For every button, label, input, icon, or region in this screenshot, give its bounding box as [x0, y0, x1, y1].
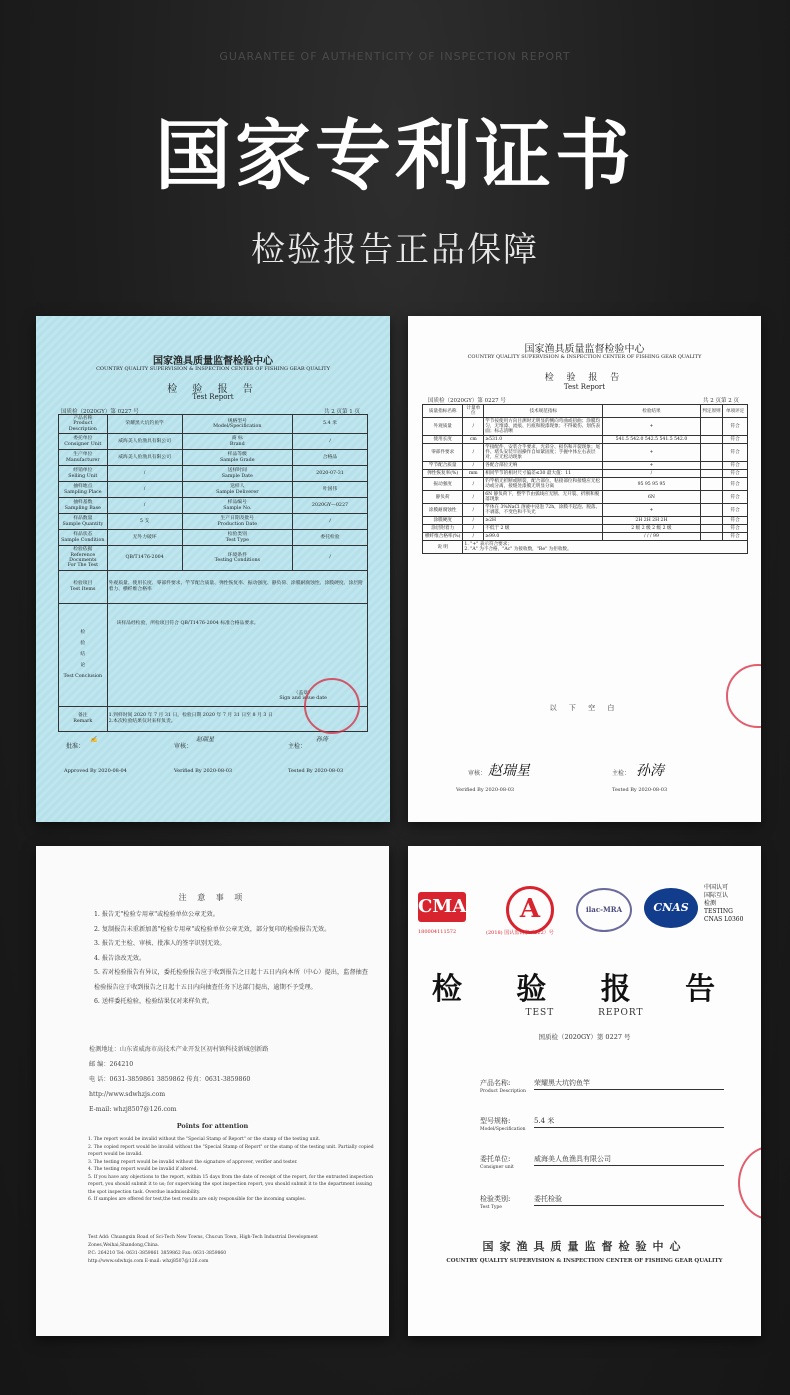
doc2-page-no: 共 2 页第 2 页 [703, 398, 739, 404]
doc2-note-row [423, 541, 748, 554]
doc1-table-cell: 荣耀黑大坑钓鱼竿 [107, 415, 182, 434]
doc1-conclusion-value: 该样品经检验，所检项目符合 QB/T1476-2004 标准合格品要求。 [116, 620, 259, 626]
doc1-table-cell: 合格品 [293, 450, 368, 466]
doc2-table-cell: 符合 [723, 470, 748, 478]
doc2-org-en: COUNTRY QUALITY SUPERVISION & INSPECTION CENTER OF FISHING GEAR QUALITY [467, 354, 702, 360]
doc1-table-cell: 样品状态 Sample Condition [59, 530, 108, 546]
address-line: 邮 编：264210 [89, 1061, 134, 1068]
doc1-items-label: 检验项目 Test Items [59, 570, 108, 603]
doc1-table-cell: 规格型号 Model/Specification [182, 415, 292, 434]
doc3-en-list [88, 1136, 378, 1204]
doc4-report-no: 国质检（2020GY）第 0227 号 [538, 1033, 631, 1041]
doc1-table-cell: 环境条件 Testing Conditions [182, 546, 292, 571]
doc1-table-cell: / [293, 546, 368, 571]
doc1-table-cell: 送样人 Sample Deliverer [182, 482, 292, 498]
doc2-table-cell: / [463, 478, 484, 491]
doc1-table-cell: 生产单位 Manufacturer [59, 450, 108, 466]
notice-item: 1. 报告无"检验专用章"或检验单位公章无效。 [94, 911, 219, 918]
doc2-verified-date: Verified By 2020-08-03 [456, 787, 515, 793]
doc3-notice-list [94, 908, 374, 1010]
doc2-table-row [423, 418, 748, 436]
doc2-table-cell: ≥99.0 [484, 533, 603, 541]
doc2-table-cell: / [463, 462, 484, 470]
doc1-table-cell: / [107, 482, 182, 498]
doc1-table-cell: / [293, 514, 368, 530]
doc1-table-cell: 委托检验 [293, 530, 368, 546]
notice-item: 6. 送样委托检验，检验结果仅对来样负责。 [94, 998, 214, 1005]
doc1-table-cell: 检验类别 Test Type [182, 530, 292, 546]
address-line-en: http://www.sdwhzjs.com E-mail: whzj8507@126.com [88, 1259, 209, 1264]
doc2-results-table [422, 404, 748, 554]
doc4-org-en: COUNTRY QUALITY SUPERVISION & INSPECTION CENTER OF FISHING GEAR QUALITY [446, 1258, 723, 1264]
doc2-table-cell [700, 478, 723, 491]
doc1-table-cell: 2020GY—0227 [293, 498, 368, 514]
doc2-title-cn: 检 验 报 告 [544, 373, 625, 383]
doc2-table-cell [700, 491, 723, 504]
page-title: 国家专利证书 [155, 111, 635, 200]
doc2-head-cell: 质量指标名称 [423, 405, 463, 418]
address-line: http://www.sdwhzjs.com [89, 1091, 166, 1098]
doc2-table-cell: 符合 [723, 517, 748, 525]
doc1-table-cell: 产品名称 Product Description [59, 415, 108, 434]
notice-item-en: 2. The copied report would be invalid without the "Special Stamp of Report" or the stamp of the testing unit. Partially copied report would be invalid. [88, 1144, 374, 1157]
doc2-table-row [423, 533, 748, 541]
doc1-table-cell: 样品编号 Sample No. [182, 498, 292, 514]
doc2-table-cell [700, 517, 723, 525]
doc4-field-label: 产品名称: Product Description [480, 1079, 526, 1094]
notice-item-en: 1. The report would be invalid without the "Special Stamp of Report" or the stamp of the testing unit. [88, 1137, 321, 1142]
doc2-table-cell: 符合 [723, 491, 748, 504]
address-line-en: P.C: 264210 Tel: 0631-3859861 3859862 Fax: 0631-3859860 [88, 1251, 227, 1256]
doc1-approved-signature: ✍ [90, 736, 98, 743]
doc2-table-cell: 95 95 95 95 [603, 478, 700, 491]
doc2-header-row [423, 405, 748, 418]
doc1-table-row [59, 498, 368, 514]
doc1-table-row [59, 434, 368, 450]
doc2-head-cell: 计量单位 [463, 405, 484, 418]
doc2-table-cell: 符合 [723, 533, 748, 541]
doc2-table-cell [700, 504, 723, 517]
doc2-note-value: 1. "+" 表示符合要求； 2. "A" 为不合格，"Ac" 为接收数，"Re" 为拒收数。 [463, 541, 748, 554]
doc1-title-en: Test Report [192, 393, 234, 401]
doc2-table-cell: + [603, 504, 700, 517]
doc2-table-cell: 钓竿梢无折断或断裂，配合部位、粘接部位和接缝应无松动或分离，接缝处漆膜无明显分离 [484, 478, 603, 491]
doc2-tested-label: 主检： [612, 770, 631, 777]
doc4-field-label: 型号规格: Model/Specification [480, 1117, 526, 1132]
doc2-table-cell: 相同竿节的相对尺寸偏差≤30 最大值：11 [484, 470, 603, 478]
doc2-table-row [423, 491, 748, 504]
doc2-table-cell: / [463, 418, 484, 436]
doc2-table-cell: 使用长度 [423, 436, 463, 444]
doc1-table-cell: 抽样基数 Sampling Base [59, 498, 108, 514]
doc2-table-cell: cm [463, 436, 484, 444]
doc2-org-cn: 国家渔具质量监督检验中心 [524, 344, 645, 355]
doc1-table-cell: 样品等级 Sample Grade [182, 450, 292, 466]
doc2-table-cell [700, 525, 723, 533]
doc2-table-cell: 竿节配合质量 [423, 462, 463, 470]
doc1-title-cn: 检 验 报 告 [167, 384, 259, 395]
address-line-en: Test Add: Chuangxin Road of Sci-Tech New Towns, Chucun Town, High-Tech Industrial Development Zones,Weihai,Shandong,China. [88, 1235, 318, 1248]
doc4-field-label-en: Consigner unit [480, 1165, 514, 1170]
doc2-head-cell: 检验结果 [603, 405, 700, 418]
doc2-table-cell: / [463, 517, 484, 525]
doc1-table-row [59, 546, 368, 571]
doc2-table-cell: 不低于 2 级 [484, 525, 603, 533]
doc2-table-row [423, 478, 748, 491]
doc1-table-cell: / [293, 434, 368, 450]
doc2-table-cell: 6N [603, 491, 700, 504]
doc2-note-label: 说 明 [423, 541, 463, 554]
doc2-table-cell: ≥531.0 [484, 436, 603, 444]
doc1-items-row [59, 570, 368, 603]
doc2-table-cell: 符合 [723, 478, 748, 491]
cma-logo: CMA [418, 892, 466, 922]
cma-number: 180004111572 [418, 929, 457, 935]
doc1-approved-label: 批准： [66, 743, 85, 750]
caa-logo-icon: A [506, 886, 554, 934]
doc1-tested-date: Tested By 2020-08-03 [288, 768, 344, 774]
doc2-blank-note: 以 下 空 白 [549, 704, 620, 712]
doc1-table-row [59, 482, 368, 498]
doc1-table-cell: 2020-07-31 [293, 466, 368, 482]
doc4-field-value: 委托检验 [534, 1194, 724, 1206]
address-line: 检测地址：山东省威海市高技术产业开发区初村镇科技新城创新路 [89, 1046, 269, 1053]
doc1-approved-date: Approved By 2020-08-04 [64, 768, 127, 774]
doc1-table-cell: 威海美人鱼渔具有限公司 [107, 434, 182, 450]
doc2-table-cell [700, 533, 723, 541]
notice-page [36, 846, 389, 1336]
doc1-seal-caption: （盖章） Sign and issue date [279, 691, 327, 702]
doc1-report-no: 国质检（2020GY）第 0227 号 [61, 409, 139, 415]
doc2-table-cell: 外观质量 [423, 418, 463, 436]
doc4-field-label: 检验类别: Test Type [480, 1195, 511, 1210]
doc2-table-cell: 竿体在 3%NaCl 溶液中浸泡 72h，涂膜不起泡、脱落、不剥落，不变色和不失光 [484, 504, 603, 517]
doc4-field-value: 5.4 米 [534, 1116, 724, 1128]
doc4-field-label-en: Model/Specification [480, 1127, 526, 1132]
doc2-table-cell: 弹性恢复率(%) [423, 470, 463, 478]
doc1-table-cell: 无外力破坏 [107, 530, 182, 546]
notice-item: 4. 报告涂改无效。 [94, 954, 146, 962]
doc2-table-row [423, 504, 748, 517]
doc2-table-cell: / [603, 470, 700, 478]
doc4-field-label-en: Test Type [480, 1205, 502, 1210]
doc2-table-cell: 静负荷 [423, 491, 463, 504]
page-subtitle: 检验报告正品保障 [251, 230, 539, 270]
doc1-table-row [59, 450, 368, 466]
doc2-table-cell: 竿接配件，安装合乎要求，光彩分、损伤和开裂现象；尾件、堵头安装牢固操作自如紧固度；手握中体左右表层对，应无松动现象 [484, 444, 603, 462]
doc1-table-cell: 叶国伟 [293, 482, 368, 498]
doc2-table-cell [700, 444, 723, 462]
doc2-table-cell [700, 462, 723, 470]
doc1-table-cell: 5.4 米 [293, 415, 368, 434]
doc2-table-cell: 零部件要求 [423, 444, 463, 462]
doc2-title-en: Test Report [563, 383, 606, 391]
doc2-table-cell: / [463, 504, 484, 517]
doc1-org-cn: 国家渔具质量监督检验中心 [153, 356, 273, 367]
notice-item: 2. 复制报告未重新加盖"检验专用章"或检验单位公章无效，部分复印的检验报告无效。 [94, 925, 331, 933]
doc1-table-cell: 生产日期及批号 Production Date [182, 514, 292, 530]
caa-number: (2018) 国认监认字（222）号 [486, 930, 554, 936]
doc2-table-row [423, 436, 748, 444]
doc2-table-cell [700, 436, 723, 444]
doc2-table-cell: 各配合部位无响 [484, 462, 603, 470]
doc1-verified-date: Verified By 2020-08-03 [174, 768, 233, 774]
cnas-accreditation-text: 中国认可 国际互认 检测 TESTING CNAS L0360 [704, 884, 744, 923]
doc2-table-cell: 振动强度 [423, 478, 463, 491]
doc2-table-cell: 涂层附着力 [423, 525, 463, 533]
doc3-en-heading: Points for attention [176, 1122, 249, 1130]
address-line: E-mail: whzj8507@126.com [89, 1106, 177, 1113]
doc2-table-row [423, 517, 748, 525]
doc1-remark-value: 1.到样时间 2020 年 7 月 31 日，检验日期 2020 年 7 月 31 日至 8 月 3 日 2.本次检验结果仅对来样负责。 [107, 706, 367, 731]
doc2-table-cell: + [603, 444, 700, 462]
doc2-table-cell: 符合 [723, 462, 748, 470]
doc2-table-row [423, 462, 748, 470]
doc2-tested-signature: 孙涛 [636, 763, 664, 779]
doc2-verified-label: 审核： [468, 770, 487, 777]
doc2-tested-date: Tested By 2020-08-03 [612, 787, 668, 793]
doc1-remark-label: 备注 Remark [59, 706, 108, 731]
doc4-org-cn: 国家渔具质量监督检验中心 [482, 1240, 687, 1253]
doc4-field-value: 威海美人鱼渔具有限公司 [534, 1154, 724, 1166]
doc2-table-cell: / [463, 525, 484, 533]
doc2-table-cell: 2 级 2 级 2 级 2 级 [603, 525, 700, 533]
doc1-table-row [59, 415, 368, 434]
doc2-table-cell [700, 470, 723, 478]
doc2-verified-signature: 赵瑞星 [488, 763, 530, 779]
doc2-table-cell: 541.5 542.0 542.5 541.5 542.0 [603, 436, 700, 444]
doc1-org-en: COUNTRY QUALITY SUPERVISION & INSPECTION CENTER OF FISHING GEAR QUALITY [96, 366, 330, 372]
doc2-table-cell [700, 418, 723, 436]
doc2-table-cell: ≥2H [484, 517, 603, 525]
doc4-title-en: TEST REPORT [525, 1008, 644, 1018]
doc1-verified-signature: 赵瑞星 [196, 736, 215, 743]
doc2-table-cell: mm [463, 470, 484, 478]
cnas-logo: CNAS [644, 888, 698, 928]
doc2-head-cell: 技术规范指标 [484, 405, 603, 418]
doc2-red-stamp [726, 664, 761, 728]
doc1-page-no: 共 2 页第 1 页 [324, 409, 360, 415]
doc1-table-cell: 检验依据 Reference Documents For The Test [59, 546, 108, 571]
doc1-tested-signature: 孙涛 [316, 736, 329, 743]
doc2-table-cell: 符合 [723, 504, 748, 517]
doc2-table-cell: 符合 [723, 525, 748, 533]
address-line: 电 话：0631-3859861 3859862 传真：0631-3859860 [89, 1076, 251, 1083]
doc2-report-no: 国质检（2020GY）第 0227 号 [428, 398, 506, 404]
doc4-field-label-en: Product Description [480, 1089, 526, 1094]
notice-item-en: 4. The testing report would be invalid if altered. [88, 1167, 198, 1172]
notice-item-en: 6. If samples are offered for test,the test results are only responsible for the incoming samples. [88, 1197, 306, 1202]
doc1-tested-label: 主检： [288, 743, 307, 750]
report-cover-page [408, 846, 761, 1336]
doc4-red-stamp [738, 1146, 761, 1220]
doc1-table-cell: 样品数量 Sample Quantity [59, 514, 108, 530]
doc1-conclusion-label: 检 验 结 论 Test Conclusion [59, 603, 108, 706]
doc2-head-cell: 判定原则 [700, 405, 723, 418]
doc2-table-cell: 竿节按使用方向目测时无明显的侧向弯曲或扭曲；涂膜均匀，无堆漆、流痕、污痕和脱漆现象；不得破伤、划伤表面；标志清晰 [484, 418, 603, 436]
doc3-heading: 注 意 事 项 [178, 893, 247, 902]
notice-item-en: 3. The testing report would be invalid without the signature of approver, verifier and tester. [88, 1159, 298, 1165]
doc2-table-cell: 符合 [723, 444, 748, 462]
doc1-table-cell: 委托单位 Consigner Unit [59, 434, 108, 450]
doc2-table-cell: / [463, 533, 484, 541]
doc2-table-row [423, 525, 748, 533]
doc1-table-cell: / [107, 498, 182, 514]
doc2-table-cell: 横纤维合格率(%) [423, 533, 463, 541]
doc2-table-cell: / [463, 491, 484, 504]
doc2-table-row [423, 470, 748, 478]
doc2-table-cell: 涂膜耐腐蚀性 [423, 504, 463, 517]
doc1-table-row [59, 514, 368, 530]
eyebrow-text: GUARANTEE OF AUTHENTICITY OF INSPECTION REPORT [219, 50, 571, 63]
test-report-page-2 [408, 316, 761, 822]
doc1-red-stamp [304, 678, 360, 734]
doc1-table-row [59, 466, 368, 482]
doc2-table-cell: / / / 99 [603, 533, 700, 541]
notice-item-en: 5. If you have any objections to the report, within 15 days from the date of receipt of the report, for the entrusted inspection report, you should submit it to us; for supervising the spot inspection report, you should submit it to the department issuing the spot inspection task. Overdue inadmissibility. [88, 1174, 373, 1195]
doc2-table-row [423, 444, 748, 462]
doc2-table-cell: 2H 2H 2H 2H [603, 517, 700, 525]
doc3-en-address [88, 1234, 378, 1266]
doc2-table-cell: 符合 [723, 418, 748, 436]
doc2-table-cell: 涂膜硬度 [423, 517, 463, 525]
doc4-field-label: 委托单位: Consigner unit [480, 1155, 514, 1170]
doc1-table-cell: 抽样地点 Sampling Place [59, 482, 108, 498]
doc3-address-block [89, 1042, 379, 1117]
ilac-mra-logo: ilac-MRA [576, 888, 632, 932]
doc2-table-cell: 6N 静负荷下，整竿节由弧线应无断、无开裂、折断和脱落现象 [484, 491, 603, 504]
doc1-table-cell: 威海美人鱼渔具有限公司 [107, 450, 182, 466]
doc2-table-cell: + [603, 418, 700, 436]
doc4-field-value: 荣耀黑大坑钓鱼竿 [534, 1078, 724, 1090]
doc1-verified-label: 审核： [174, 743, 193, 750]
doc1-table-cell: 5 支 [107, 514, 182, 530]
doc2-table-cell: + [603, 462, 700, 470]
test-report-page-1 [36, 316, 390, 822]
notice-item: 3. 报告无主检、审核、批准人的签字识别无效。 [94, 940, 226, 947]
doc1-table-row [59, 530, 368, 546]
doc2-table-cell: / [463, 444, 484, 462]
doc1-table-cell: QB/T1476-2004 [107, 546, 182, 571]
doc1-table-cell: 商 标 Brand [182, 434, 292, 450]
doc4-title-cn: 检 验 报 告 [431, 972, 738, 1007]
doc1-table-cell: 经销单位 Selling Unit [59, 466, 108, 482]
doc1-table-cell: / [107, 466, 182, 482]
doc2-head-cell: 单项评定 [723, 405, 748, 418]
notice-item: 5. 若对检验报告有异议，委托检验报告应于收到报告之日起十五日内向本所（中心）提出，监督抽查检验报告应于收到报告之日起十五日内向抽查任务下达部门提出，逾期不予受理。 [94, 969, 368, 991]
doc1-table-cell: 送样时间 Sample Date [182, 466, 292, 482]
doc2-table-cell: 符合 [723, 436, 748, 444]
doc1-items-value: 外观质量、使用长度、零部件要求、竿节配合质量、弹性恢复率、振动强度、静负荷、涂膜耐腐蚀性、涂膜硬度、涂层附着力、横纤维合格率 [107, 570, 367, 603]
